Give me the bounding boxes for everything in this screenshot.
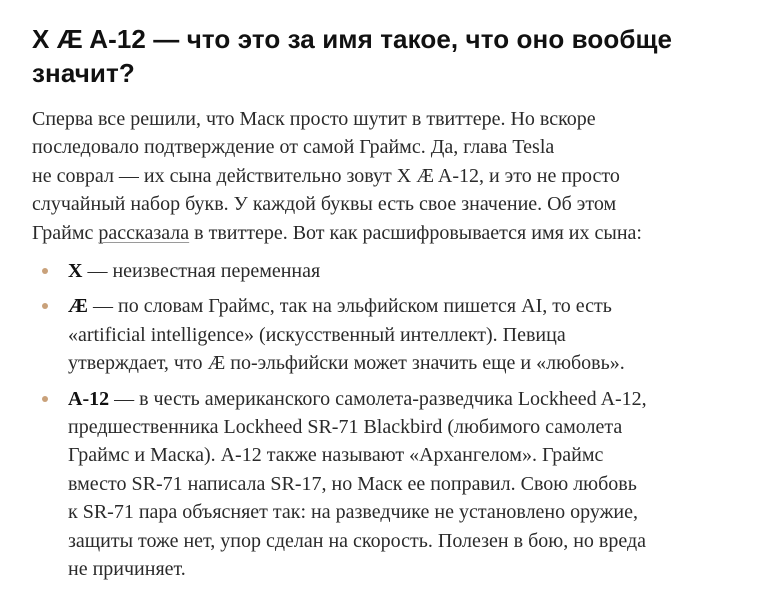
- intro-line-1: Сперва все решили, что Маск просто шутит в твиттере. Но вскоре: [32, 108, 596, 130]
- list-item-a12: [32, 385, 732, 584]
- list-item-text: вместо SR-71 написала SR-17, но Маск ее поправил. Свою любовь: [68, 472, 637, 495]
- title-line-1: X Æ A-12 — что это за имя такое, что оно вообще: [32, 24, 673, 54]
- list-item-text: Граймс и Маска). A-12 также называют «Архангелом». Граймс: [68, 444, 604, 467]
- article: [32, 22, 732, 591]
- term-x: X: [68, 260, 83, 283]
- intro-line-5: [32, 219, 712, 247]
- list-item-text: — по словам Граймс, так на эльфийском пишется AI, то есть: [88, 295, 612, 318]
- intro-line-2: последовало подтверждение от самой Граймс. Да, глава Tesla: [32, 136, 555, 159]
- intro-line-3: не соврал — их сына действительно зовут X Æ A-12, и это не просто: [32, 164, 620, 187]
- told-on-twitter-link[interactable]: рассказала: [98, 221, 190, 244]
- list-item-text: — неизвестная переменная: [82, 260, 321, 283]
- intro-line-5-end: в твиттере. Вот как расшифровывается имя их сына:: [189, 221, 642, 244]
- term-ae: Æ: [68, 295, 88, 318]
- article-title: [32, 22, 732, 90]
- bullet-dot-icon: [42, 303, 48, 309]
- list-item-text: не причиняет.: [68, 558, 186, 581]
- list-item-text: предшественника Lockheed SR-71 Blackbird (любимого самолета: [68, 416, 623, 439]
- term-a12: A-12: [68, 387, 110, 410]
- title-line-2: значит?: [32, 58, 135, 88]
- intro-line-5-start: Граймс: [32, 221, 99, 244]
- bullet-dot-icon: [42, 396, 48, 402]
- list-item-text: — в честь американского самолета-разведчика Lockheed A-12,: [109, 387, 647, 410]
- list-item-x: [32, 257, 732, 285]
- intro-line-4: случайный набор букв. У каждой буквы есть свое значение. Об этом: [32, 193, 617, 216]
- bullet-dot-icon: [42, 268, 48, 274]
- name-meaning-list: [32, 257, 732, 583]
- intro-paragraph: [32, 105, 712, 247]
- list-item-text: защиты тоже нет, упор сделан на скорость. Полезен в бою, но вреда: [68, 529, 647, 552]
- list-item-text: утверждает, что Æ по-эльфийски может значить еще и «любовь».: [68, 352, 625, 375]
- list-item-ae: [32, 292, 732, 377]
- list-item-text: к SR-71 пара объясняет так: на разведчике не установлено оружие,: [68, 501, 639, 524]
- list-item-text: «artificial intelligence» (искусственный интеллект). Певица: [68, 323, 566, 346]
